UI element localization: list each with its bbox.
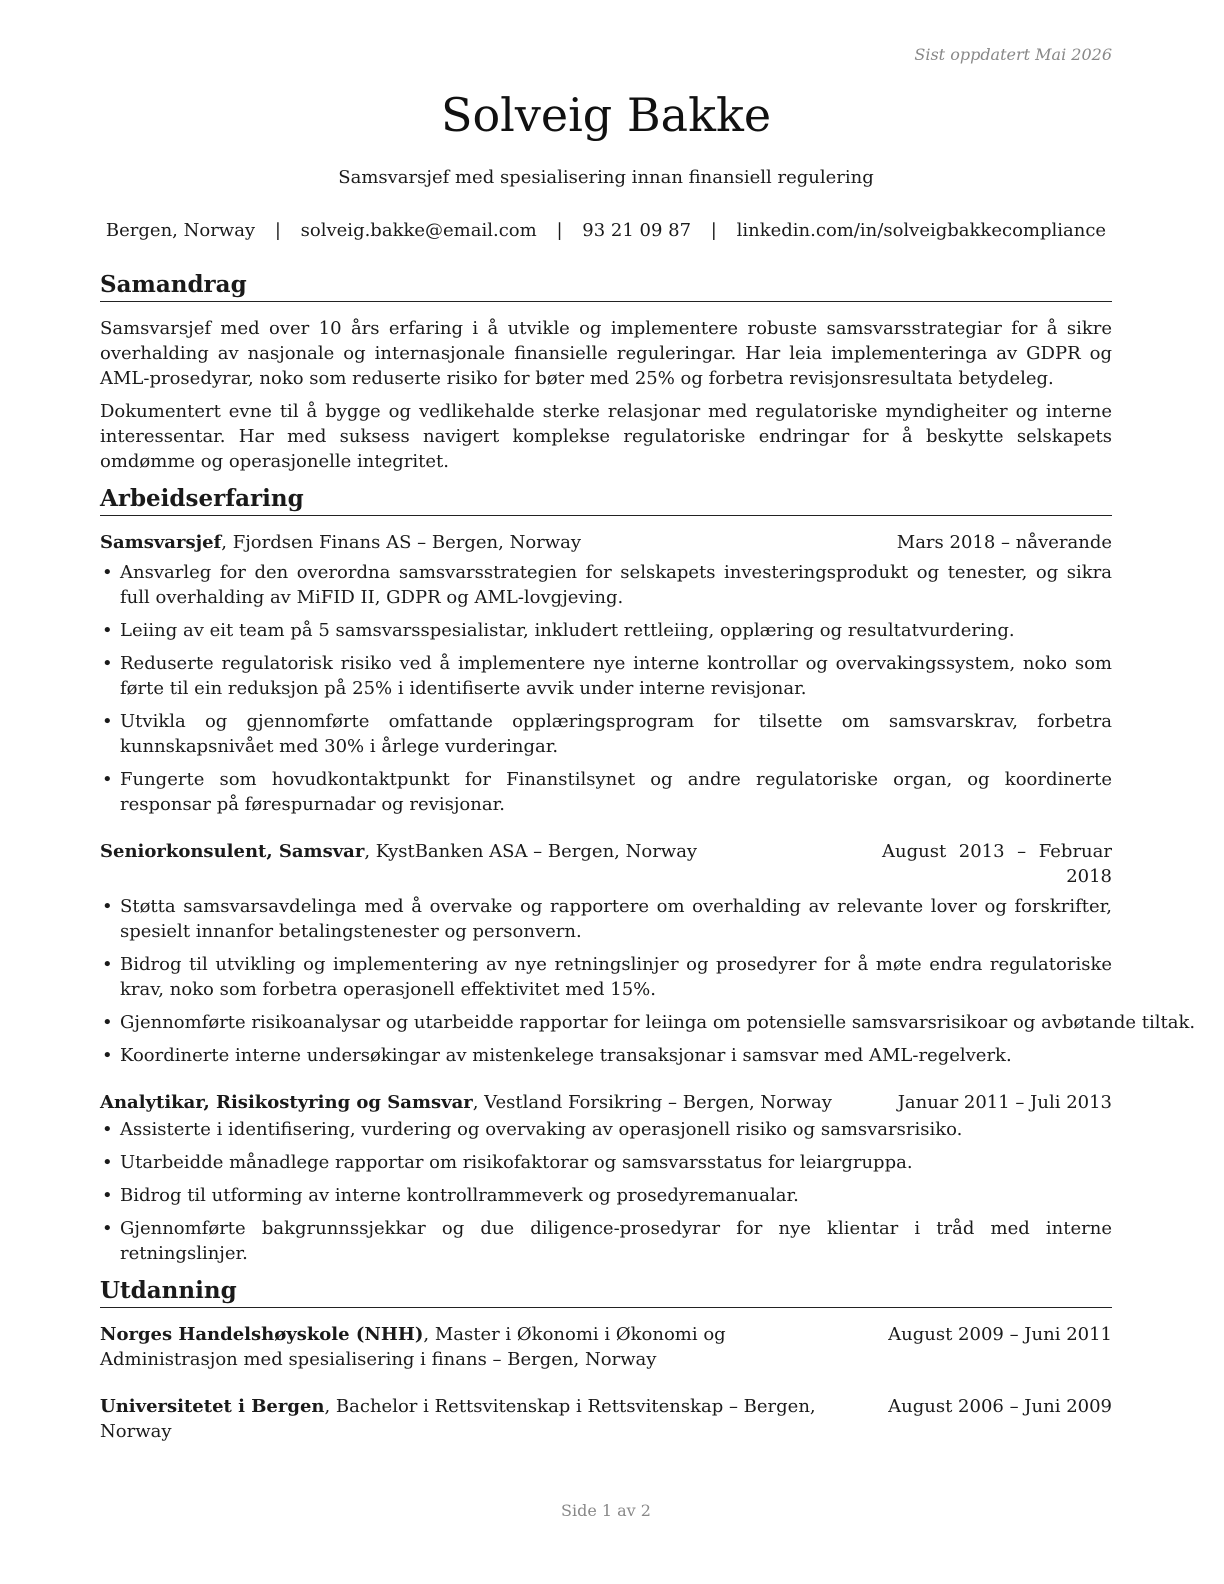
list-item: • Støtta samsvarsavdelinga med å overvake og rapportere om overhalding av relevante lover og forskrifter, spesielt innanfor betalingstenester og personvern. bbox=[100, 894, 1112, 944]
list-item: • Gjennomførte bakgrunnssjekkar og due diligence-prosedyrar for nye klientar i tråd med interne retningslinjer. bbox=[100, 1216, 1112, 1266]
job-employer: , Fjordsen Finans AS – Bergen, Norway bbox=[221, 531, 582, 553]
degree-details: , Bachelor i Rettsvitenskap i Rettsvitenskap – Bergen, Norway bbox=[100, 1395, 816, 1442]
degree-details: , Master i Økonomi i Økonomi og Administrasjon med spesialisering i finans – Bergen, Norway bbox=[100, 1323, 726, 1370]
resume-content bbox=[100, 270, 1196, 1454]
section-heading-experience: Arbeidserfaring bbox=[100, 484, 1112, 516]
education-dates: August 2006 – Juni 2009 bbox=[888, 1395, 1112, 1417]
education-dates: August 2009 – Juni 2011 bbox=[888, 1323, 1112, 1345]
job-entry bbox=[100, 1090, 1112, 1266]
school-name: Universitetet i Bergen bbox=[100, 1395, 325, 1417]
tagline: Samsvarsjef med spesialisering innan finansiell regulering bbox=[338, 167, 874, 188]
job-bullets bbox=[100, 560, 1112, 817]
contact-line bbox=[100, 220, 1112, 241]
job-entry bbox=[100, 530, 1112, 817]
contact-location: Bergen, Norway bbox=[105, 220, 256, 241]
list-item: • Bidrog til utvikling og implementering av nye retningslinjer og prosedyrer for å møte endra regulatoriske krav, noko som forbetra operasjonell effektivitet med 15%. bbox=[100, 952, 1112, 1002]
job-header bbox=[100, 839, 1112, 889]
job-dates: Januar 2011 – Juli 2013 bbox=[897, 1091, 1112, 1113]
job-header bbox=[100, 1090, 1112, 1115]
contact-separator: | bbox=[556, 220, 563, 241]
list-item: • Bidrog til utforming av interne kontrollrammeverk og prosedyremanualar. bbox=[100, 1183, 1112, 1208]
summary-paragraph: Dokumentert evne til å bygge og vedlikehalde sterke relasjonar med regulatoriske myndigheiter og interne interessentar. Har med suksess navigert komplekse regulatoriske endringar for å beskytte selskapets omdømme og operasjonelle integritet. bbox=[100, 400, 1112, 472]
summary-section bbox=[100, 270, 1112, 474]
section-heading-education: Utdanning bbox=[100, 1276, 1112, 1308]
job-bullets bbox=[100, 894, 1196, 1068]
education-entry bbox=[100, 1322, 1112, 1372]
page-number: Side 1 av 2 bbox=[561, 1501, 651, 1520]
list-item: • Fungerte som hovudkontaktpunkt for Finanstilsynet og andre regulatoriske organ, og koordinerte responsar på førespurnadar og revisjonar. bbox=[100, 767, 1112, 817]
job-dates: Mars 2018 – nåverande bbox=[896, 531, 1112, 553]
list-item: • Utarbeidde månadlege rapportar om risikofaktorar og samsvarsstatus for leiargruppa. bbox=[100, 1150, 1112, 1175]
job-title: Seniorkonsulent, Samsvar bbox=[100, 840, 365, 862]
job-header bbox=[100, 530, 1112, 555]
education-section bbox=[100, 1276, 1112, 1444]
education-entry bbox=[100, 1394, 1112, 1444]
job-title: Samsvarsjef bbox=[100, 531, 222, 553]
job-bullets bbox=[100, 1117, 1112, 1266]
job-employer: , Vestland Forsikring – Bergen, Norway bbox=[472, 1091, 832, 1113]
education-header bbox=[100, 1322, 1112, 1372]
job-dates: August 2013 – Februar 2018 bbox=[882, 840, 1112, 887]
list-item: • Ansvarleg for den overordna samsvarsstrategien for selskapets investeringsprodukt og tenester, og sikra full overhalding av MiFID II, GDPR og AML-lovgjeving. bbox=[100, 560, 1112, 610]
contact-separator: | bbox=[710, 220, 717, 241]
contact-email[interactable]: solveig.bakke@email.com bbox=[300, 220, 537, 241]
list-item: • Leiing av eit team på 5 samsvarsspesialistar, inkludert rettleiing, opplæring og resultatvurdering. bbox=[100, 618, 1112, 643]
list-item: • Koordinerte interne undersøkingar av mistenkelege transaksjonar i samsvar med AML-regelverk. bbox=[100, 1043, 1112, 1068]
list-item: • Gjennomførte risikoanalysar og utarbeidde rapportar for leiinga om potensielle samsvarsrisikoar og avbøtande tiltak. bbox=[100, 1010, 1112, 1035]
list-item: • Assisterte i identifisering, vurdering og overvaking av operasjonell risiko og samsvarsrisiko. bbox=[100, 1117, 1112, 1142]
candidate-name: Solveig Bakke bbox=[440, 88, 772, 142]
experience-section bbox=[100, 484, 1196, 1266]
job-entry bbox=[100, 839, 1196, 1068]
job-employer: , KystBanken ASA – Bergen, Norway bbox=[364, 840, 698, 862]
last-updated: Sist oppdatert Mai 2026 bbox=[914, 45, 1112, 64]
list-item: • Utvikla og gjennomførte omfattande opplæringsprogram for tilsette om samsvarskrav, forbetra kunnskapsnivået med 30% i årlege vurderingar. bbox=[100, 709, 1112, 759]
contact-phone: 93 21 09 87 bbox=[582, 220, 692, 241]
summary-paragraph: Samsvarsjef med over 10 års erfaring i å utvikle og implementere robuste samsvarsstrategiar for å sikre overhalding av nasjonale og internasjonale finansielle reguleringar. Har leia implementeringa av GDPR og AML-prosedyrar, noko som reduserte risiko for bøter med 25% og forbetra revisjonsresultata betydeleg. bbox=[100, 317, 1112, 389]
list-item: • Reduserte regulatorisk risiko ved å implementere nye interne kontrollar og overvakingssystem, noko som førte til ein reduksjon på 25% i identifiserte avvik under interne revisjonar. bbox=[100, 651, 1112, 701]
job-title: Analytikar, Risikostyring og Samsvar bbox=[100, 1091, 473, 1113]
contact-separator: | bbox=[274, 220, 281, 241]
school-name: Norges Handelshøyskole (NHH) bbox=[100, 1323, 424, 1345]
education-header bbox=[100, 1394, 1112, 1444]
contact-linkedin[interactable]: linkedin.com/in/solveigbakkecompliance bbox=[736, 220, 1107, 241]
section-heading-summary: Samandrag bbox=[100, 270, 1112, 302]
